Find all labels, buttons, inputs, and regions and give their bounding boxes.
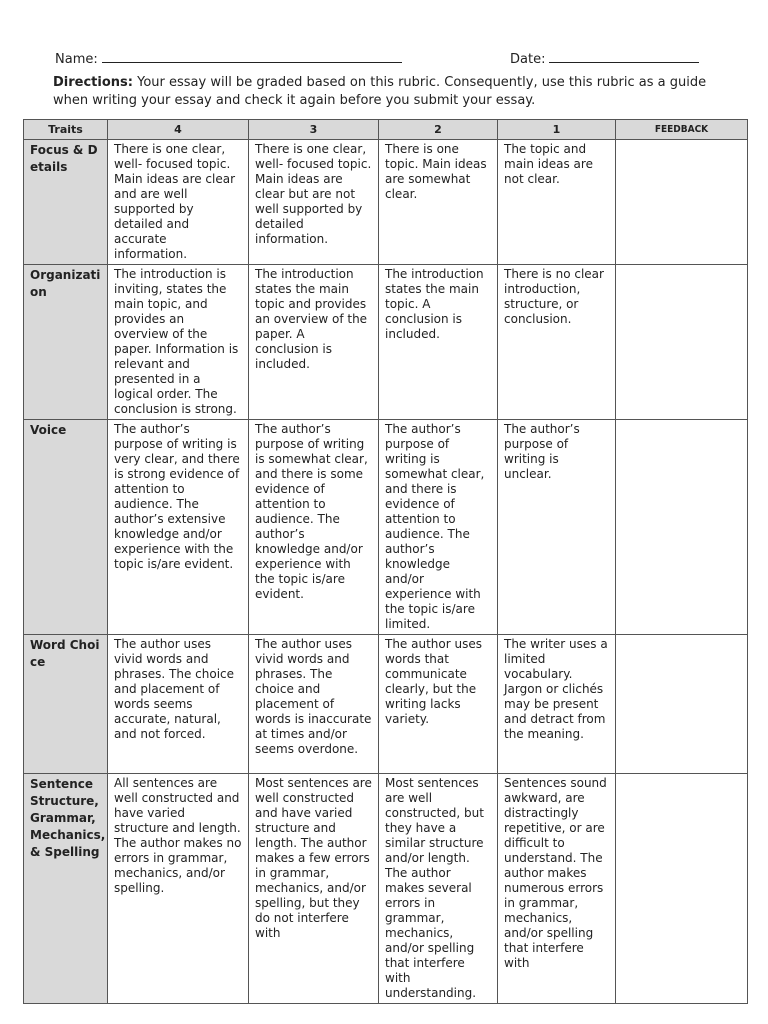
header-feedback: FEEDBACK: [616, 120, 748, 140]
table-row: [24, 774, 748, 1004]
rubric-cell: There is no clear introduction, structure, or conclusion.: [498, 265, 616, 420]
trait-label: Word Choice: [24, 635, 108, 774]
rubric-cell: The introduction states the main topic and provides an overview of the paper. A conclusion is included.: [249, 265, 379, 420]
rubric-cell: There is one topic. Main ideas are somewhat clear.: [379, 140, 498, 265]
table-row: [24, 140, 748, 265]
table-row: [24, 265, 748, 420]
trait-label: Organization: [24, 265, 108, 420]
feedback-cell[interactable]: [616, 774, 748, 1004]
date-field: [510, 50, 699, 67]
date-blank[interactable]: [549, 50, 699, 63]
trait-label: Focus & Details: [24, 140, 108, 265]
feedback-cell[interactable]: [616, 265, 748, 420]
trait-label: Voice: [24, 420, 108, 635]
rubric-cell: The author uses words that communicate clearly, but the writing lacks variety.: [379, 635, 498, 774]
feedback-cell[interactable]: [616, 140, 748, 265]
rubric-cell: The introduction states the main topic. A conclusion is included.: [379, 265, 498, 420]
header-traits: Traits: [24, 120, 108, 140]
date-label: Date:: [510, 52, 546, 67]
trait-label: Sentence Structure, Grammar, Mechanics, & Spelling: [24, 774, 108, 1004]
name-blank[interactable]: [102, 50, 402, 63]
header-score-4: 4: [108, 120, 249, 140]
header-score-3: 3: [249, 120, 379, 140]
directions: [53, 74, 713, 110]
rubric-cell: Most sentences are well constructed and have varied structure and length. The author makes a few errors in grammar, mechanics, and/or spelling, but they do not interfere with: [249, 774, 379, 1004]
rubric-cell: The author’s purpose of writing is very clear, and there is strong evidence of attention to audience. The author’s extensive knowledge and/or experience with the topic is/are evident.: [108, 420, 249, 635]
rubric-cell: The writer uses a limited vocabulary. Jargon or clichés may be present and detract from the meaning.: [498, 635, 616, 774]
rubric-cell: The author uses vivid words and phrases. The choice and placement of words is inaccurate at times and/or seems overdone.: [249, 635, 379, 774]
directions-label: Directions:: [53, 75, 133, 90]
rubric-cell: The author’s purpose of writing is somewhat clear, and there is some evidence of attention to audience. The author’s knowledge and/or experience with the topic is/are evident.: [249, 420, 379, 635]
header-score-1: 1: [498, 120, 616, 140]
rubric-cell: All sentences are well constructed and have varied structure and length. The author makes no errors in grammar, mechanics, and/or spelling.: [108, 774, 249, 1004]
rubric-cell: There is one clear, well- focused topic. Main ideas are clear but are not well supported by detailed information.: [249, 140, 379, 265]
rubric-cell: The author’s purpose of writing is unclear.: [498, 420, 616, 635]
rubric-cell: The author’s purpose of writing is somewhat clear, and there is evidence of attention to audience. The author’s knowledge and/or experience with the topic is/are limited.: [379, 420, 498, 635]
rubric-cell: The topic and main ideas are not clear.: [498, 140, 616, 265]
table-row: [24, 420, 748, 635]
name-label: Name:: [55, 52, 98, 67]
header-score-2: 2: [379, 120, 498, 140]
rubric-cell: The author uses vivid words and phrases. The choice and placement of words seems accurate, natural, and not forced.: [108, 635, 249, 774]
directions-text: Your essay will be graded based on this rubric. Consequently, use this rubric as a guide when writing your essay and check it again before you submit your essay.: [53, 75, 707, 108]
feedback-cell[interactable]: [616, 635, 748, 774]
rubric-cell: Sentences sound awkward, are distractingly repetitive, or are difficult to understand. The author makes numerous errors in grammar, mechanics, and/or spelling that interfere with: [498, 774, 616, 1004]
rubric-cell: There is one clear, well- focused topic. Main ideas are clear and are well supported by detailed and accurate information.: [108, 140, 249, 265]
rubric-table: [23, 119, 748, 1004]
name-field: [55, 50, 402, 67]
rubric-cell: The introduction is inviting, states the main topic, and provides an overview of the paper. Information is relevant and presented in a logical order. The conclusion is strong.: [108, 265, 249, 420]
feedback-cell[interactable]: [616, 420, 748, 635]
header-row: [24, 120, 748, 140]
table-row: [24, 635, 748, 774]
rubric-cell: Most sentences are well constructed, but they have a similar structure and/or length. The author makes several errors in grammar, mechanics, and/or spelling that interfere with understanding.: [379, 774, 498, 1004]
